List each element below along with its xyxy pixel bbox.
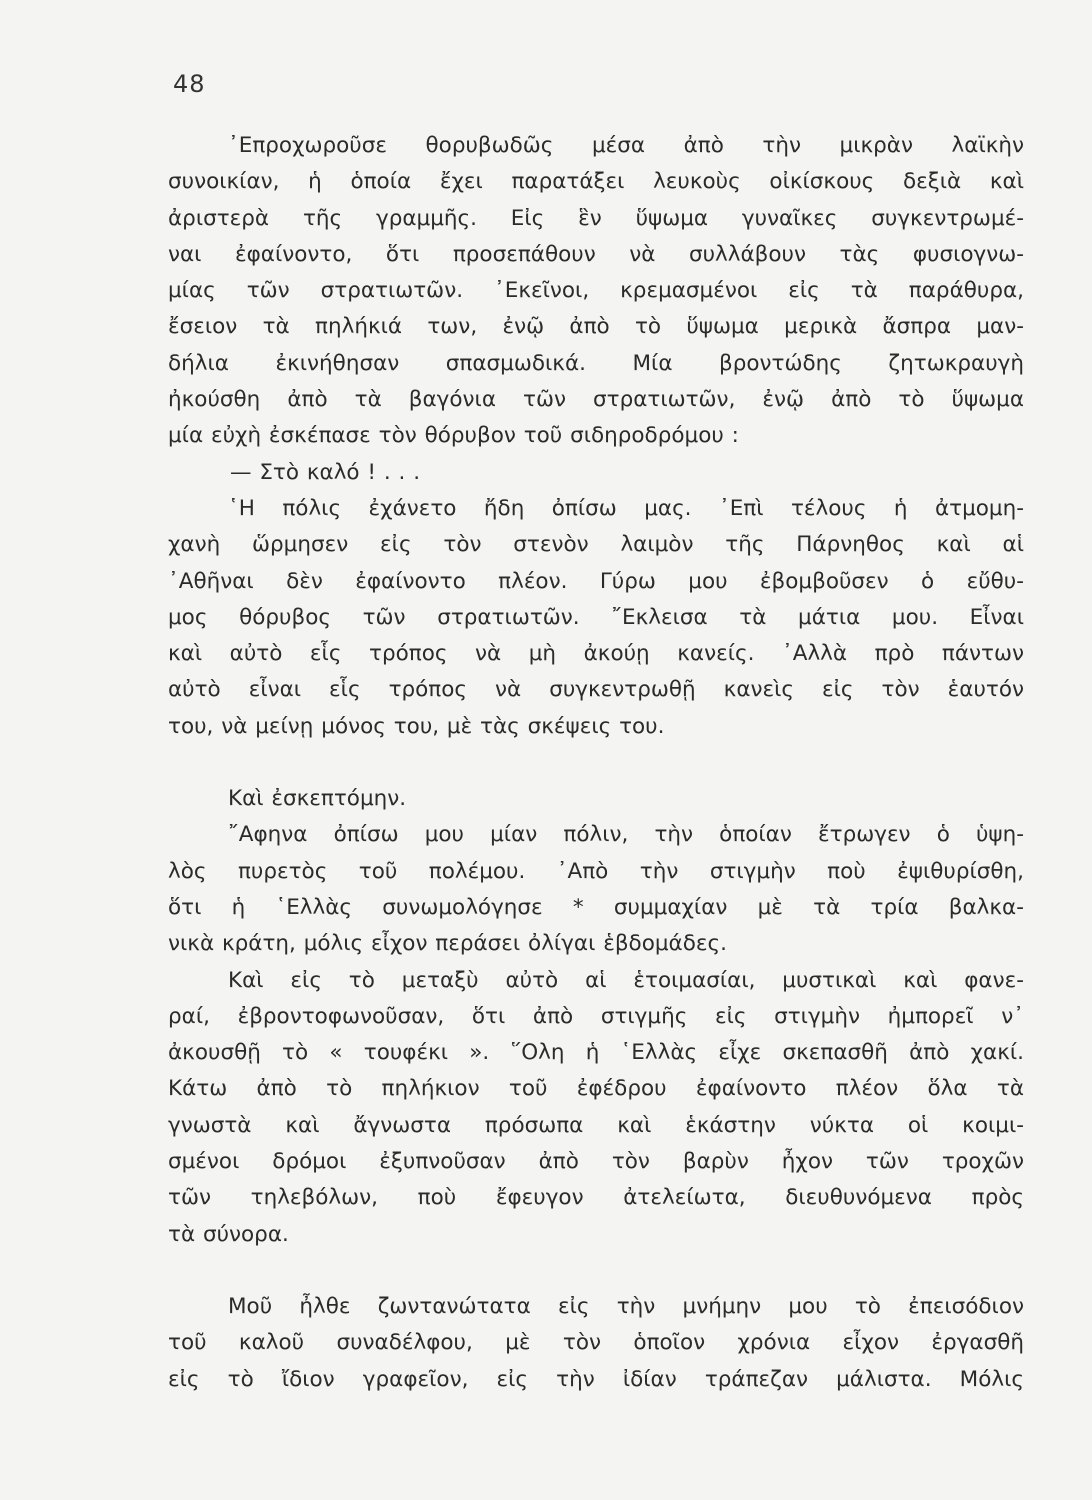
text-line: ᾿Αθῆναι δὲν ἐφαίνοντο πλέον. Γύρω μου ἐβομβοῦσεν ὁ εὔθυ- [168, 568, 1024, 594]
text-line: Καὶ εἰς τὸ μεταξὺ αὐτὸ αἱ ἑτοιμασίαι, μυστικαὶ καὶ φανε- [228, 967, 1024, 993]
text-line: ἔσειον τὰ πηλήκιά των, ἐνῷ ἀπὸ τὸ ὕψωμα μερικὰ ἄσπρα μαν- [168, 314, 1024, 340]
text-line: ραί, ἐβροντοφωνοῦσαν, ὅτι ἀπὸ στιγμῆς εἰς στιγμὴν ἠμπορεῖ ν᾿ [168, 1003, 1024, 1029]
section-gap [168, 1253, 1024, 1289]
text-line: ᾿Επροχωροῦσε θορυβωδῶς μέσα ἀπὸ τὴν μικρὰν λαϊκὴν [228, 133, 1024, 158]
text-line: χανὴ ὥρμησεν εἰς τὸν στενὸν λαιμὸν τῆς Πάρνηθος καὶ αἱ [168, 532, 1024, 558]
text-line: τοῦ καλοῦ συναδέλφου, μὲ τὸν ὁποῖον χρόνια εἶχον ἐργασθῆ [168, 1330, 1024, 1356]
text-line: ὅτι ἡ ῾Ελλὰς συνωμολόγησε * συμμαχίαν μὲ τὰ τρία βαλκα- [168, 894, 1024, 920]
text-line: μία εὐχὴ ἐσκέπασε τὸν θόρυβον τοῦ σιδηροδρόμου : [168, 423, 739, 449]
text-line: ναι ἐφαίνοντο, ὅτι προσεπάθουν νὰ συλλάβουν τὰς φυσιογνω- [168, 241, 1024, 267]
paragraph-6 [168, 1289, 1024, 1398]
text-line: συνοικίαν, ἡ ὁποία ἔχει παρατάξει λευκοὺς οἰκίσκους δεξιὰ καὶ [168, 169, 1024, 195]
text-line: καὶ αὐτὸ εἷς τρόπος νὰ μὴ ἀκούῃ κανείς. ᾿Αλλὰ πρὸ πάντων [168, 641, 1024, 667]
paragraph-2 [168, 491, 1024, 745]
text-line: ῾Η πόλις ἐχάνετο ἤδη ὀπίσω μας. ᾿Επὶ τέλους ἡ ἀτμομη- [228, 495, 1024, 521]
text-line: Κάτω ἀπὸ τὸ πηλήκιον τοῦ ἐφέδρου ἐφαίνοντο πλέον ὅλα τὰ [168, 1076, 1024, 1102]
paragraph-5 [168, 963, 1024, 1253]
text-line: Μοῦ ἦλθε ζωντανώτατα εἰς τὴν μνήμην μου τὸ ἐπεισόδιον [228, 1293, 1024, 1319]
text-line: του, νὰ μείνῃ μόνος του, μὲ τὰς σκέψεις του. [168, 713, 665, 739]
page-number: 48 [173, 70, 206, 98]
section-gap [168, 745, 1024, 781]
text-line: μος θόρυβος τῶν στρατιωτῶν. ῎Εκλεισα τὰ μάτια μου. Εἶναι [168, 604, 1024, 630]
text-line: αὐτὸ εἶναι εἷς τρόπος νὰ συγκεντρωθῇ κανεὶς εἰς τὸν ἑαυτόν [168, 677, 1024, 703]
text-line: ἀριστερὰ τῆς γραμμῆς. Εἰς ἓν ὕψωμα γυναῖκες συγκεντρωμέ- [168, 205, 1024, 231]
text-line: ἠκούσθη ἀπὸ τὰ βαγόνια τῶν στρατιωτῶν, ἐνῷ ἀπὸ τὸ ὕψωμα [168, 387, 1024, 413]
text-line: γνωστὰ καὶ ἄγνωστα πρόσωπα καὶ ἑκάστην νύκτα οἱ κοιμι- [168, 1112, 1024, 1138]
paragraph-4 [168, 817, 1024, 962]
text-line: δήλια ἐκινήθησαν σπασμωδικά. Μία βροντώδης ζητωκραυγὴ [168, 350, 1024, 376]
dialogue-line: — Στὸ καλό ! . . . [230, 459, 421, 485]
text-line: τὰ σύνορα. [168, 1221, 289, 1247]
text-line: εἰς τὸ ἴδιον γραφεῖον, εἰς τὴν ἰδίαν τράπεζαν μάλιστα. Μόλις [168, 1366, 1024, 1392]
text-line: τῶν τηλεβόλων, ποὺ ἔφευγον ἀτελείωτα, διευθυνόμενα πρὸς [168, 1185, 1024, 1211]
text-line: ῎Αφηνα ὀπίσω μου μίαν πόλιν, τὴν ὁποίαν ἔτρωγεν ὁ ὑψη- [228, 822, 1024, 848]
text-line: νικὰ κράτη, μόλις εἶχον περάσει ὀλίγαι ἑβδομάδες. [168, 931, 727, 957]
text-line: Καὶ ἐσκεπτόμην. [228, 786, 407, 812]
paragraph-3 [168, 781, 1024, 817]
text-line: ἀκουσθῇ τὸ « τουφέκι ». ῞Ολη ἡ ῾Ελλὰς εἶχε σκεπασθῆ ἀπὸ χακί. [168, 1040, 1024, 1066]
body-text [168, 128, 1024, 1398]
text-line: σμένοι δρόμοι ἐξυπνοῦσαν ἀπὸ τὸν βαρὺν ἦχον τῶν τροχῶν [168, 1149, 1024, 1175]
text-line: μίας τῶν στρατιωτῶν. ᾿Εκεῖνοι, κρεμασμένοι εἰς τὰ παράθυρα, [168, 278, 1024, 304]
paragraph-1 [168, 128, 1024, 455]
text-line: λὸς πυρετὸς τοῦ πολέμου. ᾿Απὸ τὴν στιγμὴν ποὺ ἐψιθυρίσθη, [168, 858, 1024, 884]
